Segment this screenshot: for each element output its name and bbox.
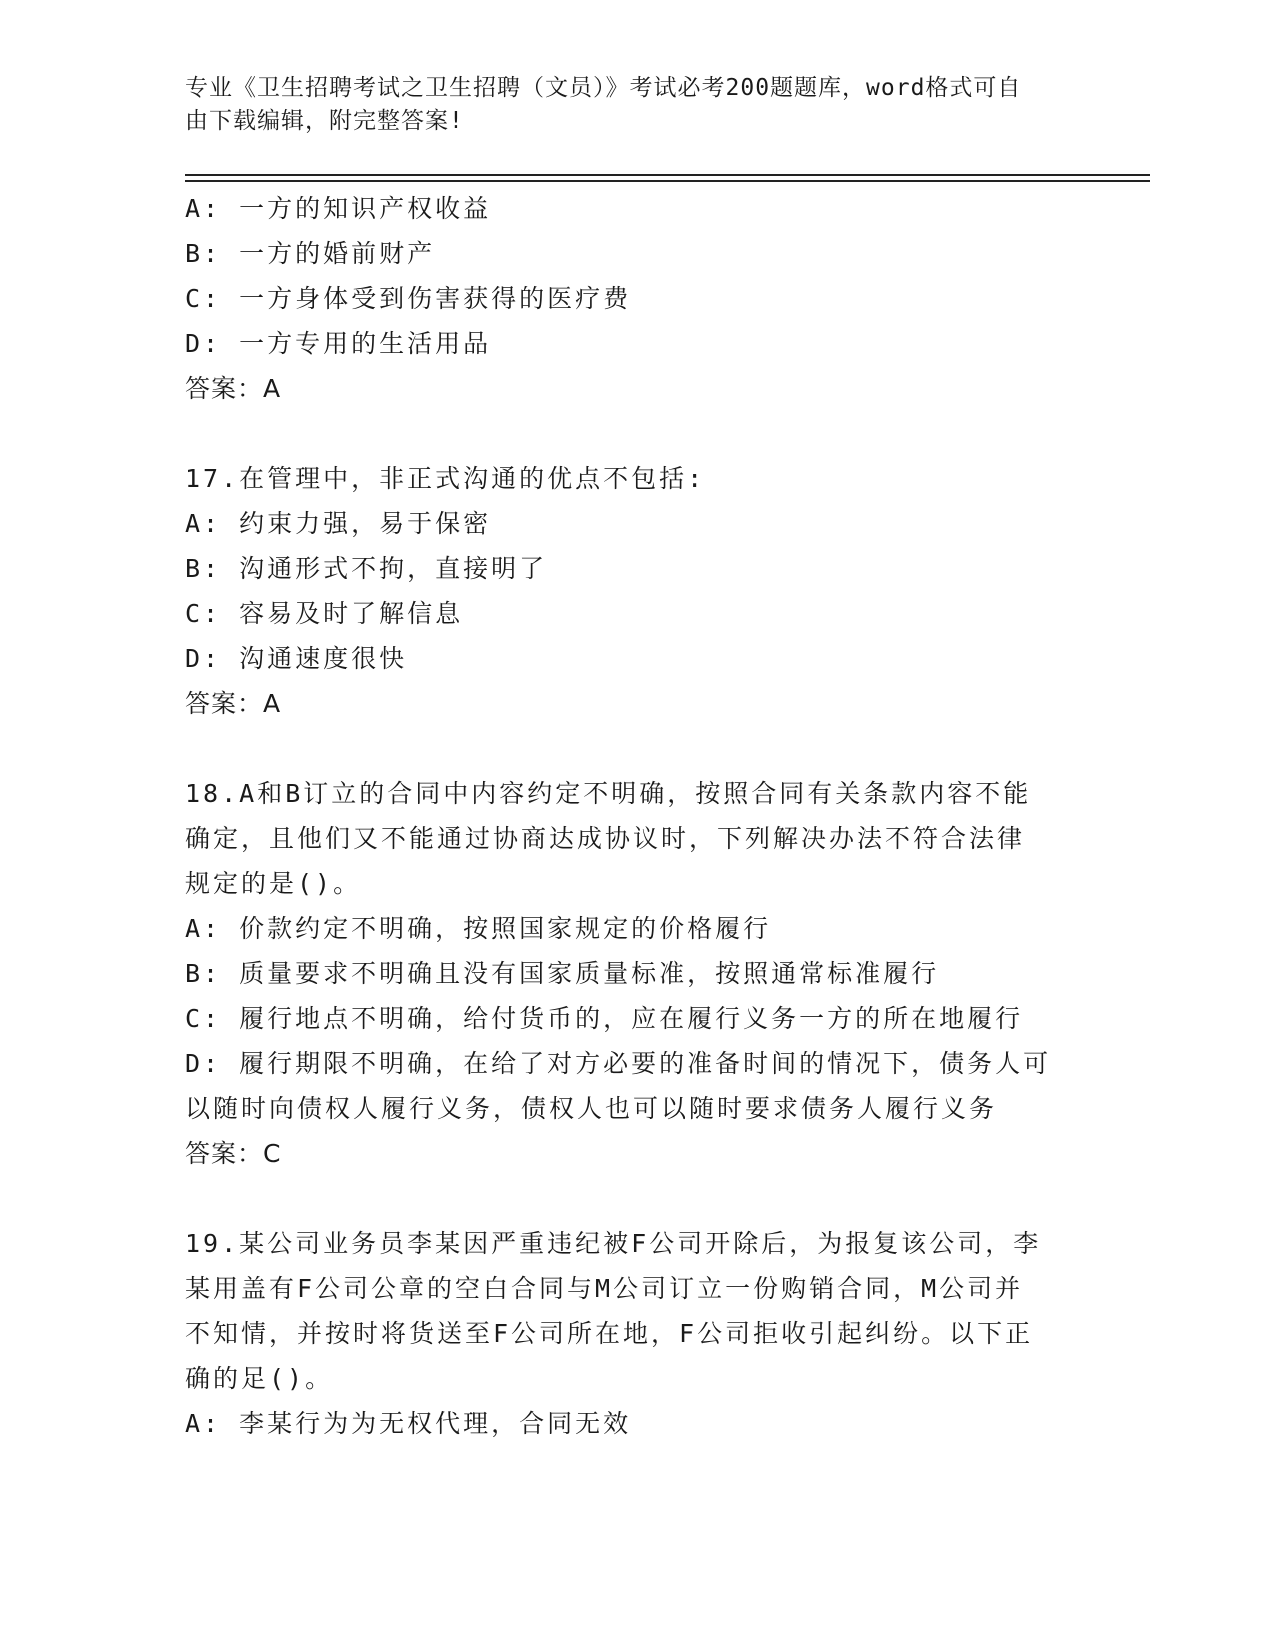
question-stem-line-3: 不知情，并按时将货送至F公司所在地，F公司拒收引起纠纷。以下正 (185, 1319, 1034, 1348)
question-list (185, 186, 1085, 1446)
option-d: D: 一方专用的生活用品 (185, 329, 492, 358)
answer-label: 答案：A (185, 374, 282, 403)
option-a: A: 约束力强，易于保密 (185, 509, 492, 538)
option-b: B: 一方的婚前财产 (185, 239, 436, 268)
question-stem-line-3: 规定的是()。 (185, 869, 362, 898)
document-header (185, 72, 1065, 138)
question-stem-line-2: 某用盖有F公司公章的空白合同与M公司订立一份购销合同，M公司并 (185, 1274, 1024, 1303)
option-b: B: 质量要求不明确且没有国家质量标准，按照通常标准履行 (185, 959, 940, 988)
header-divider-top (185, 174, 1150, 176)
question-19 (185, 1221, 1085, 1446)
option-c: C: 容易及时了解信息 (185, 599, 464, 628)
option-d: D: 履行期限不明确，在给了对方必要的准备时间的情况下，债务人可 (185, 1049, 1052, 1078)
header-line-2: 由下载编辑，附完整答案! (185, 108, 464, 134)
option-c: C: 一方身体受到伤害获得的医疗费 (185, 284, 632, 313)
spacer (185, 726, 1085, 771)
question-stem-line-1: 19.某公司业务员李某因严重违纪被F公司开除后，为报复该公司，李 (185, 1229, 1042, 1258)
header-line-1: 专业《卫生招聘考试之卫生招聘（文员）》考试必考200题题库，word格式可自 (185, 75, 1022, 101)
question-stem: 17.在管理中，非正式沟通的优点不包括: (185, 464, 706, 493)
spacer (185, 1176, 1085, 1221)
answer-label: 答案：C (185, 1139, 282, 1168)
question-stem-line-2: 确定，且他们又不能通过协商达成协议时，下列解决办法不符合法律 (185, 824, 1026, 853)
option-d: D: 沟通速度很快 (185, 644, 408, 673)
question-16 (185, 186, 1085, 411)
answer-label: 答案：A (185, 689, 282, 718)
question-17 (185, 456, 1085, 726)
option-c: C: 履行地点不明确，给付货币的，应在履行义务一方的所在地履行 (185, 1004, 1024, 1033)
header-divider-bottom (185, 180, 1150, 182)
option-b: B: 沟通形式不拘，直接明了 (185, 554, 548, 583)
spacer (185, 411, 1085, 456)
option-a: A: 一方的知识产权收益 (185, 194, 492, 223)
question-18 (185, 771, 1085, 1176)
option-a: A: 李某行为为无权代理，合同无效 (185, 1409, 632, 1438)
option-a: A: 价款约定不明确，按照国家规定的价格履行 (185, 914, 772, 943)
option-d-continued: 以随时向债权人履行义务，债权人也可以随时要求债务人履行义务 (185, 1094, 998, 1123)
question-stem-line-1: 18.A和B订立的合同中内容约定不明确，按照合同有关条款内容不能 (185, 779, 1032, 808)
question-stem-line-4: 确的足()。 (185, 1364, 334, 1393)
